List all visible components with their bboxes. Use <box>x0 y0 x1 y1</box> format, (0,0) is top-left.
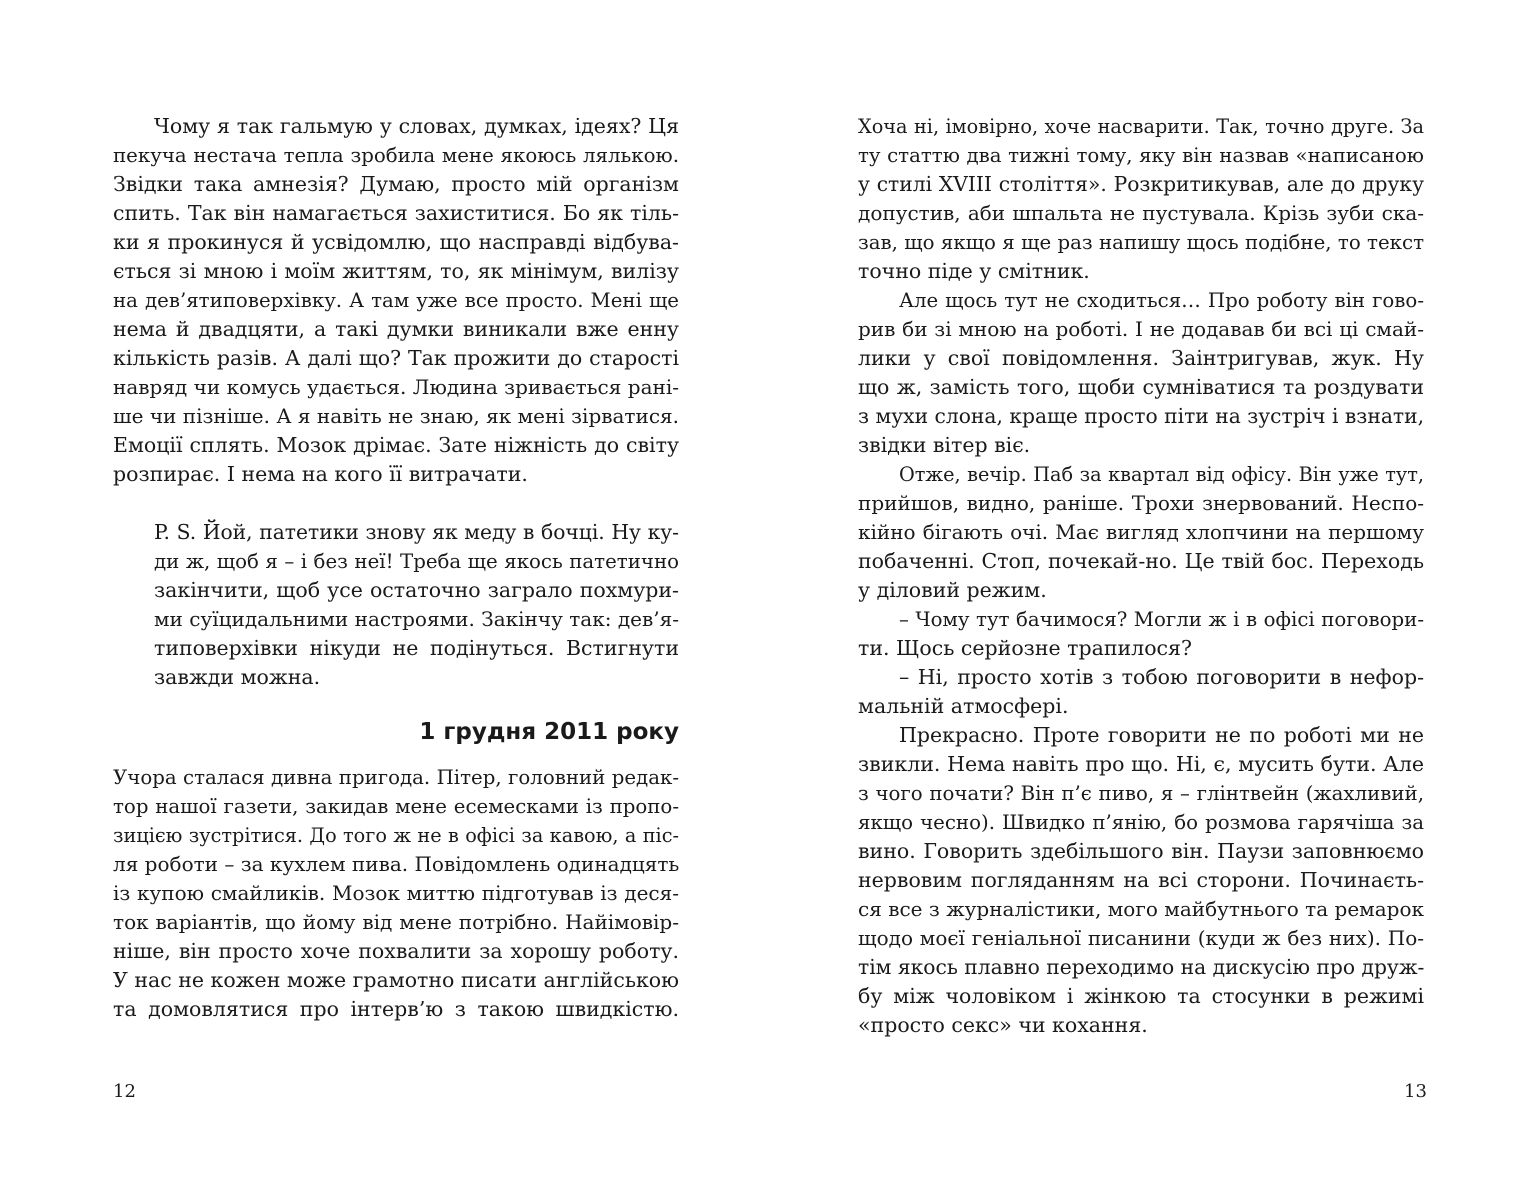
text-line: спить. Так він намагається захиститися. Бо як тіль- <box>113 201 679 225</box>
text-line: ми суїцидальними настроями. Закінчу так: дев’я- <box>154 607 679 631</box>
text-line: У нас не кожен може грамотно писати англійською <box>113 968 679 992</box>
text-line: розпирає. І нема на кого її витрачати. <box>113 462 528 486</box>
text-line: – Ні, просто хотів з тобою поговорити в нефор- <box>899 665 1424 689</box>
text-line: тор нашої газети, закидав мене есемесками із пропо- <box>113 795 679 818</box>
text-line: ше чи пізніше. А я навіть не знаю, як мені зірватися. <box>113 404 679 428</box>
right-paragraph-6 <box>858 721 1424 1040</box>
text-line: нема й двадцяти, а такі думки виникали вже енну <box>113 317 679 341</box>
right-paragraph-4 <box>858 605 1424 663</box>
text-line: ти. Щось серйозне трапилося? <box>858 636 1192 660</box>
text-line: кількість разів. А далі що? Так прожити до старості <box>113 346 679 370</box>
text-line: – Чому тут бачимося? Могли ж і в офісі поговори- <box>899 608 1424 631</box>
text-line: Емоції сплять. Мозок дрімає. Зате ніжність до світу <box>113 433 679 457</box>
text-line: ється зі мною і моїм життям, то, як мінімум, вилізу <box>113 259 679 283</box>
text-line: зав, що якщо я ще раз напишу щось подібне, то текст <box>858 231 1424 254</box>
text-line: із купою смайликів. Мозок миттю підготував із деся- <box>113 881 679 905</box>
text-line: точно піде у смітник. <box>858 259 1090 283</box>
text-line: звідки вітер віє. <box>858 433 1031 457</box>
text-line: ток варіантів, що йому від мене потрібно. Найімовір- <box>113 910 679 934</box>
postscript <box>113 518 679 692</box>
text-line: ніше, він просто хоче похвалити за хорошу роботу. <box>113 939 679 963</box>
text-line: у стилі XVIII століття». Розкритикував, але до друку <box>858 172 1424 196</box>
text-line: завжди можна. <box>154 665 321 689</box>
right-paragraph-5 <box>858 663 1424 721</box>
text-line: Учора сталася дивна пригода. Пітер, головний редак- <box>113 766 679 789</box>
text-line: Звідки така амнезія? Думаю, просто мій організм <box>113 172 679 196</box>
text-line: ди ж, щоб я – і без неї! Треба ще якось патетично <box>154 550 679 573</box>
right-paragraph-1 <box>858 112 1424 286</box>
text-line: побаченні. Стоп, почекай-но. Це твій бос. Переходь <box>858 549 1424 573</box>
text-line: навряд чи комусь удається. Людина зривається рані- <box>113 375 679 399</box>
text-line: Але щось тут не сходиться… Про роботу він гово- <box>899 289 1424 312</box>
text-line: звикли. Нема навіть про що. Ні, є, мусить бути. Але <box>858 752 1424 776</box>
text-line: бу між чоловіком і жінкою та стосунки в режимі <box>858 984 1424 1008</box>
text-line: з мухи слона, краще просто піти на зустріч і взнати, <box>858 404 1425 428</box>
text-line: у діловий режим. <box>858 578 1047 602</box>
text-line: закінчити, щоб усе остаточно заграло похмури- <box>154 578 679 602</box>
text-line: нервовим погляданням на всі сторони. Починаєть- <box>858 868 1424 892</box>
text-line: Отже, вечір. Паб за квартал від офісу. Він уже тут, <box>899 463 1424 486</box>
text-line: «просто секс» чи кохання. <box>858 1013 1148 1037</box>
right-page <box>858 112 1424 1040</box>
text-line: кійно бігають очі. Має вигляд хлопчини на першому <box>858 520 1424 544</box>
right-paragraph-2 <box>858 286 1424 460</box>
right-paragraph-3 <box>858 460 1424 605</box>
text-line: мальній атмосфері. <box>858 694 1069 718</box>
text-line: ки я прокинуся й усвідомлю, що насправді відбува- <box>113 230 679 254</box>
text-line: на дев’ятиповерхівку. А там уже все просто. Мені ще <box>113 289 679 312</box>
left-paragraph-1 <box>113 112 679 489</box>
text-line: ту статтю два тижні тому, яку він назвав «написаною <box>858 144 1424 167</box>
page-number-right: 13 <box>1404 1081 1427 1102</box>
text-line: Хоча ні, імовірно, хоче насварити. Так, точно друге. За <box>858 115 1424 138</box>
date-heading: 1 грудня 2011 року <box>419 719 679 745</box>
left-paragraph-2 <box>113 763 679 1024</box>
text-line: ля роботи – за кухлем пива. Повідомлень одинадцять <box>113 852 680 876</box>
text-line: зицією зустрітися. До того ж не в офісі за кавою, а піс- <box>113 824 679 847</box>
text-line: Прекрасно. Проте говорити не по роботі ми не <box>899 723 1424 747</box>
text-line: вино. Говорить здебільшого він. Паузи заповнюємо <box>858 839 1424 863</box>
text-line: пекуча нестача тепла зробила мене якоюсь лялькою. <box>113 144 679 167</box>
text-line: що ж, замість того, щоби сумніватися та роздувати <box>858 375 1424 399</box>
text-line: з чого почати? Він п’є пиво, я – глінтвейн (жахливий, <box>858 782 1424 805</box>
text-line: допустив, аби шпальта не пустувала. Крізь зуби ска- <box>858 201 1424 225</box>
text-line: ся все з журналістики, мого майбутнього та ремарок <box>858 897 1424 921</box>
text-line: щодо моєї геніальної писанини (куди ж без них). По- <box>858 926 1424 950</box>
blank-line <box>113 489 679 518</box>
text-line: якщо чесно). Швидко п’янію, бо розмова гарячіша за <box>858 811 1424 834</box>
text-line: типоверхівки нікуди не подінуться. Встигнути <box>154 636 679 660</box>
text-line: Чому я так гальмую у словах, думках, ідеях? Ця <box>154 114 679 138</box>
text-line: тім якось плавно переходимо на дискусію про друж- <box>858 955 1425 979</box>
text-line: лики у свої повідомлення. Заінтригував, жук. Ну <box>858 346 1424 370</box>
text-line: рив би зі мною на роботі. І не додавав би всі ці смай- <box>858 317 1424 341</box>
page-number-left: 12 <box>113 1081 136 1102</box>
left-page <box>113 112 679 1024</box>
text-line: P. S. Йой, патетики знову як меду в бочці. Ну ку- <box>154 520 679 544</box>
text-line: та домовлятися про інтерв’ю з такою швидкістю. <box>113 997 679 1021</box>
text-line: прийшов, видно, раніше. Трохи знервований. Неспо- <box>858 491 1424 515</box>
